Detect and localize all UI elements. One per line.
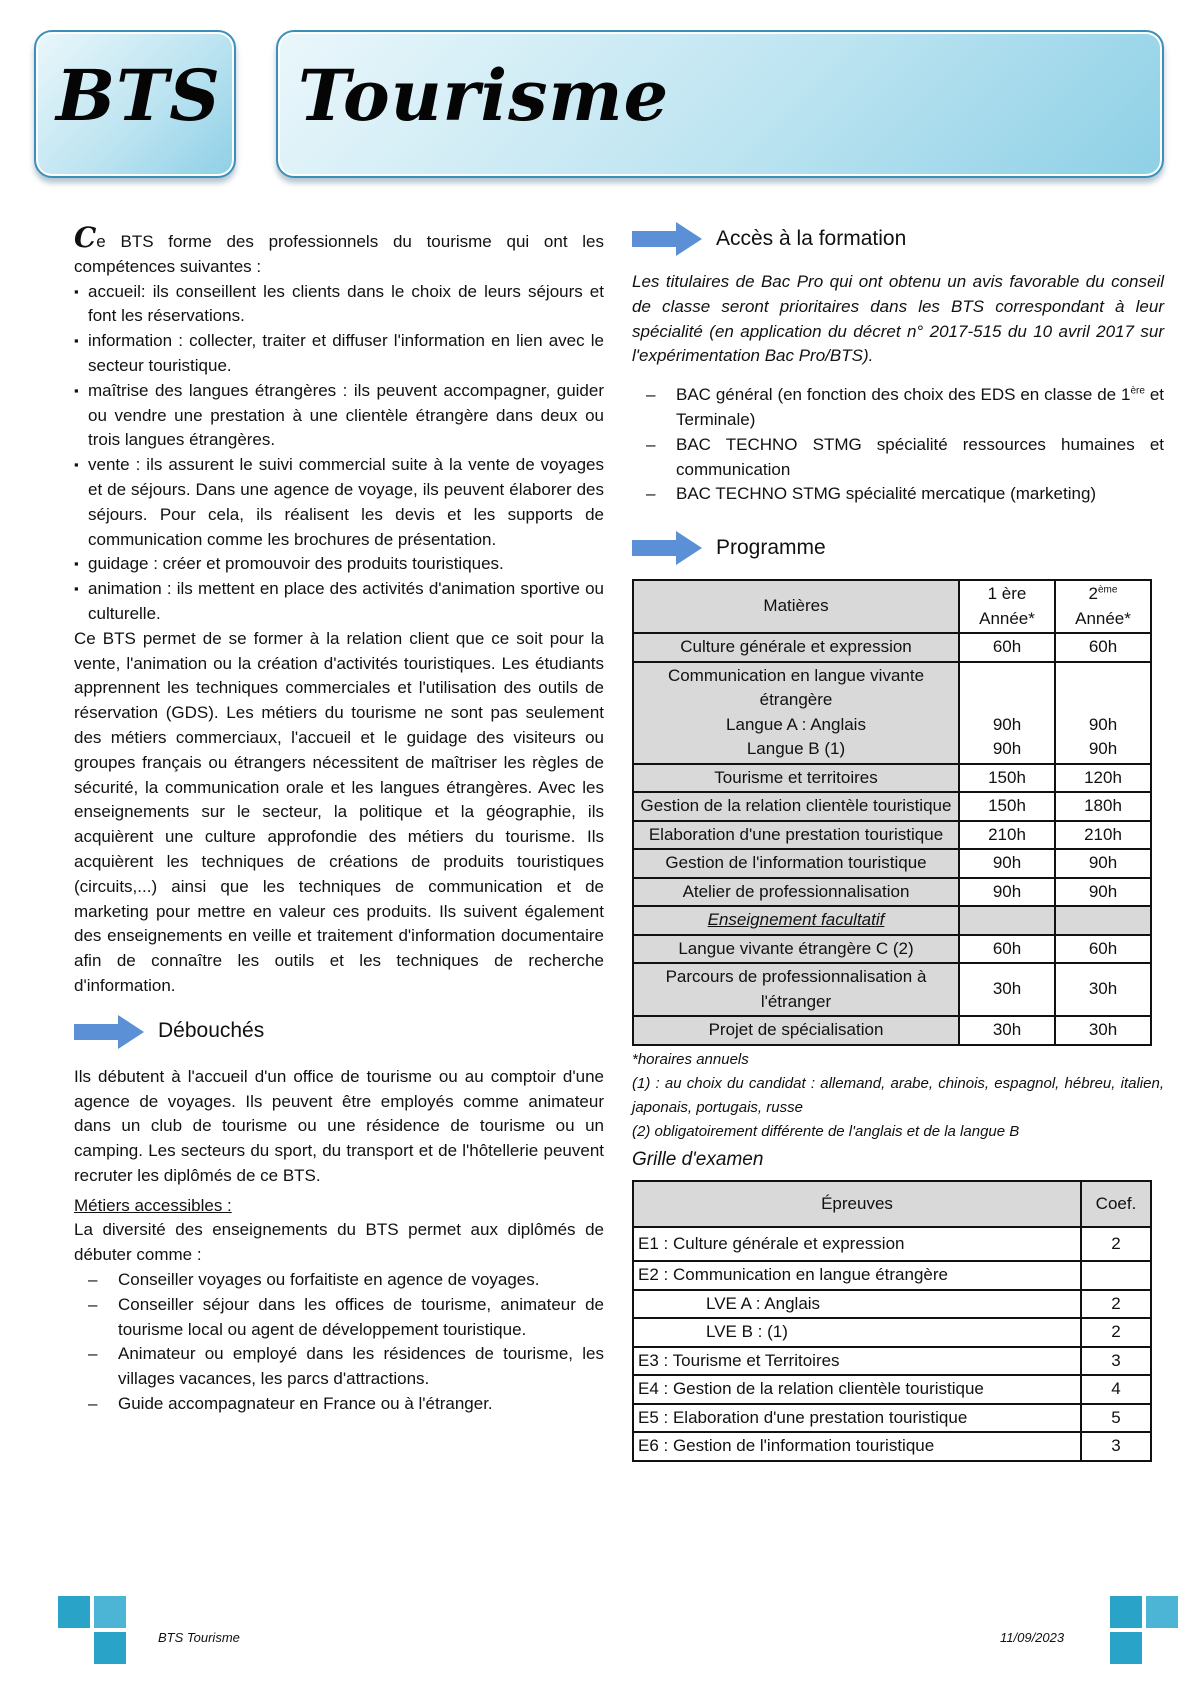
cell-text: 90h — [1088, 739, 1118, 759]
programme-note: (1) : au choix du candidat : allemand, arabe, chinois, espagnol, hébreu, italien, japonais, portugais, russe — [632, 1074, 1164, 1116]
table-cell: 60h — [1055, 935, 1151, 964]
intro-lead — [74, 221, 604, 280]
table-cell — [1055, 662, 1151, 764]
programme-note: (2) obligatoirement différente de l'anglais et de la langue B — [632, 1122, 1020, 1140]
header-text: Année* — [979, 608, 1035, 628]
cell-text: Communication en langue vivante étrangère — [667, 665, 925, 710]
cell-text: Langue B (1) — [746, 739, 846, 759]
header-text: 1 ère — [987, 584, 1027, 604]
intro-lead-text: e BTS forme des professionnels du tourisme qui ont les compétences suivantes : — [74, 232, 604, 276]
table-row — [633, 1347, 1151, 1376]
section-debouches — [74, 1013, 604, 1051]
table-cell: 60h — [959, 935, 1055, 964]
list-item: ▪ maîtrise des langues étrangères : ils peuvent accompagner, guider ou vendre une prestation à une clientèle étrangère dans deux ou trois langues étrangères. — [74, 379, 604, 453]
table-row — [633, 849, 1151, 878]
table-cell: Langue vivante étrangère C (2) — [633, 935, 959, 964]
cell-text: Langue A : Anglais — [726, 714, 866, 734]
table-cell: 210h — [1055, 821, 1151, 850]
table-cell: 30h — [959, 963, 1055, 1016]
cell-text: 90h — [992, 739, 1022, 759]
col-header-matieres: Matières — [633, 580, 959, 633]
header-title-box — [276, 30, 1164, 178]
table-cell: Gestion de l'information touristique — [633, 849, 959, 878]
table-cell: 2 — [1081, 1290, 1151, 1319]
acces-paragraph: Les titulaires de Bac Pro qui ont obtenu un avis favorable du conseil de classe seront prioritaires dans les BTS correspondant à leur spécialité (en application du décret n° 2017-515 du 10 avril 2017 sur l'expérimentation Bac Pro/BTS). — [632, 272, 1164, 366]
metiers-lead: La diversité des enseignements du BTS permet aux diplômés de débuter comme : — [74, 1220, 604, 1265]
table-row — [633, 792, 1151, 821]
table-row — [633, 821, 1151, 850]
table-cell: 90h — [1055, 849, 1151, 878]
list-item: ▪ accueil: ils conseillent les clients dans le choix de leurs séjours et font les réservations. — [74, 280, 604, 330]
list-item: ▪ guidage : créer et promouvoir des produits touristiques. — [74, 552, 604, 577]
table-cell: E6 : Gestion de l'information touristique — [633, 1432, 1081, 1461]
table-row — [633, 1290, 1151, 1319]
logo-square — [1110, 1632, 1142, 1664]
table-row — [633, 906, 1151, 935]
arrow-right-icon — [632, 531, 702, 565]
table-cell: 5 — [1081, 1404, 1151, 1433]
table-cell: LVE A : Anglais — [633, 1290, 1081, 1319]
table-cell: 60h — [959, 633, 1055, 662]
table-cell: 180h — [1055, 792, 1151, 821]
arrow-right-icon — [74, 1015, 144, 1049]
table-cell: 90h — [1055, 878, 1151, 907]
logo-square — [94, 1632, 126, 1664]
table-row — [633, 1404, 1151, 1433]
table-cell: Enseignement facultatif — [633, 906, 959, 935]
table-row — [633, 1016, 1151, 1045]
examen-title: Grille d'examen — [632, 1148, 764, 1170]
table-cell: Projet de spécialisation — [633, 1016, 959, 1045]
list-item: – Guide accompagnateur en France ou à l'étranger. — [74, 1392, 604, 1417]
table-cell: 150h — [959, 764, 1055, 793]
section-title: Accès à la formation — [716, 226, 907, 250]
table-cell: Parcours de professionnalisation à l'étranger — [633, 963, 959, 1016]
section-acces — [632, 220, 1164, 258]
table-cell: 2 — [1081, 1227, 1151, 1261]
table-cell: 2 — [1081, 1318, 1151, 1347]
header-sup: ème — [1098, 584, 1118, 596]
programme-table — [632, 579, 1152, 1046]
table-row — [633, 935, 1151, 964]
table-row — [633, 1227, 1151, 1261]
table-cell: 3 — [1081, 1347, 1151, 1376]
table-cell — [1055, 906, 1151, 935]
header-bts: BTS — [56, 54, 221, 137]
table-cell: 90h — [959, 878, 1055, 907]
col-header-year1 — [959, 580, 1055, 633]
arrow-right-icon — [632, 222, 702, 256]
col-header-coef: Coef. — [1081, 1181, 1151, 1227]
table-header-row — [633, 580, 1151, 633]
table-cell: Tourisme et territoires — [633, 764, 959, 793]
table-cell: 150h — [959, 792, 1055, 821]
debouches-paragraph: Ils débutent à l'accueil d'un office de tourisme ou au comptoir d'une agence de voyages. Ils peuvent être employés comme animateur dans un club de tourisme ou une résidence de tourisme ou un camping. Les secteurs du sport, du transport et de l'hôtellerie peuvent recruter les diplômés de ce BTS. — [74, 1066, 604, 1185]
logo-square — [58, 1596, 90, 1628]
programme-note: *horaires annuels — [632, 1050, 749, 1068]
table-row — [633, 662, 1151, 764]
table-header-row — [633, 1181, 1151, 1227]
table-cell: 120h — [1055, 764, 1151, 793]
footer-logo-left — [52, 1590, 138, 1676]
table-row — [633, 1432, 1151, 1461]
table-row — [633, 764, 1151, 793]
list-item-text: BAC général (en fonction des choix des EDS en classe de 1 — [676, 385, 1131, 405]
header-bts-box — [34, 30, 236, 178]
table-cell: Elaboration d'une prestation touristique — [633, 821, 959, 850]
table-cell: 30h — [1055, 1016, 1151, 1045]
metiers-title: Métiers accessibles : — [74, 1195, 232, 1215]
list-item: ▪ animation : ils mettent en place des activités d'animation sportive ou culturelle. — [74, 577, 604, 627]
list-item: – BAC TECHNO STMG spécialité mercatique (marketing) — [632, 482, 1164, 507]
list-item: ▪ information : collecter, traiter et diffuser l'information en lien avec le secteur touristique. — [74, 329, 604, 379]
table-cell: E1 : Culture générale et expression — [633, 1227, 1081, 1261]
table-cell: E4 : Gestion de la relation clientèle touristique — [633, 1375, 1081, 1404]
list-item: ▪ vente : ils assurent le suivi commercial suite à la vente de voyages et de séjours. Dans une agence de voyage, ils peuvent élaborer des séjours. Pour cela, ils réalisent les devis et les supports de communication comme les brochures de présentation. — [74, 453, 604, 552]
right-column — [632, 228, 1164, 1462]
footer-logo-right — [1104, 1590, 1190, 1676]
competences-list — [74, 280, 604, 627]
table-cell: 90h — [959, 849, 1055, 878]
table-cell: 60h — [1055, 633, 1151, 662]
list-item: – Animateur ou employé dans les résidences de tourisme, les villages vacances, les parcs d'attractions. — [74, 1342, 604, 1392]
header-text: Année* — [1075, 608, 1131, 628]
table-cell: Gestion de la relation clientèle touristique — [633, 792, 959, 821]
list-item-sup: ère — [1130, 385, 1145, 397]
table-cell — [1081, 1261, 1151, 1290]
table-cell: Atelier de professionnalisation — [633, 878, 959, 907]
cell-text: 90h — [1088, 714, 1118, 734]
logo-square — [1146, 1596, 1178, 1628]
logo-square — [94, 1596, 126, 1628]
section-programme — [632, 529, 1164, 567]
table-cell: E3 : Tourisme et Territoires — [633, 1347, 1081, 1376]
table-cell: 4 — [1081, 1375, 1151, 1404]
table-row — [633, 633, 1151, 662]
header-text: 2 — [1088, 584, 1098, 604]
examen-table — [632, 1180, 1152, 1462]
table-cell: E2 : Communication en langue étrangère — [633, 1261, 1081, 1290]
logo-square — [1110, 1596, 1142, 1628]
intro-paragraph: Ce BTS permet de se former à la relation client que ce soit pour la vente, l'animation ou la création d'activités touristiques. Les étudiants apprennent les techniques commerciales et l'utilisation des outils de réservation (GDS). Les métiers du tourisme ne sont pas seulement des métiers commerciaux, l'accueil et le guidage des visiteurs ou groupes français ou étrangers nécessitent de maîtriser les règles de sécurité, la communication orale et les langues étrangères. Avec les enseignements sur le secteur, la politique et la géographie, ils acquièrent une culture approfondie des métiers du tourisme. Ils acquièrent les techniques de créations de produits touristiques (circuits,...) ainsi que les techniques de communication et de marketing pour mettre en valeur ces produits. Ils suivent également des enseignements en veille et traitement d'information documentaire afin de connaître les outils et les techniques de recherche d'information. — [74, 628, 604, 995]
list-item: – Conseiller voyages ou forfaitiste en agence de voyages. — [74, 1268, 604, 1293]
list-item — [632, 383, 1164, 433]
list-item: – Conseiller séjour dans les offices de tourisme, animateur de tourisme local ou agent de développement touristique. — [74, 1293, 604, 1343]
table-row — [633, 878, 1151, 907]
section-title: Programme — [716, 535, 826, 559]
table-row — [633, 1261, 1151, 1290]
footer-date: 11/09/2023 — [1000, 1630, 1065, 1645]
acces-list — [632, 383, 1164, 507]
section-title: Débouchés — [158, 1019, 265, 1043]
table-cell — [959, 662, 1055, 764]
left-column — [74, 221, 604, 1417]
intro-dropcap: C — [74, 221, 97, 254]
list-item: – BAC TECHNO STMG spécialité ressources humaines et communication — [632, 433, 1164, 483]
table-cell: E5 : Elaboration d'une prestation touristique — [633, 1404, 1081, 1433]
table-row — [633, 963, 1151, 1016]
table-cell — [959, 906, 1055, 935]
header-title: Tourisme — [298, 54, 670, 137]
table-row — [633, 1375, 1151, 1404]
table-cell: 30h — [959, 1016, 1055, 1045]
table-cell: 3 — [1081, 1432, 1151, 1461]
col-header-epreuves: Épreuves — [633, 1181, 1081, 1227]
table-cell: Culture générale et expression — [633, 633, 959, 662]
table-cell: 210h — [959, 821, 1055, 850]
footer-left-text: BTS Tourisme — [158, 1630, 240, 1645]
table-row — [633, 1318, 1151, 1347]
table-cell — [633, 662, 959, 764]
col-header-year2 — [1055, 580, 1151, 633]
table-cell: 30h — [1055, 963, 1151, 1016]
metiers-list — [74, 1268, 604, 1417]
cell-text: 90h — [992, 714, 1022, 734]
list-item-text: et Terminale) — [676, 385, 1165, 429]
table-cell: LVE B : (1) — [633, 1318, 1081, 1347]
